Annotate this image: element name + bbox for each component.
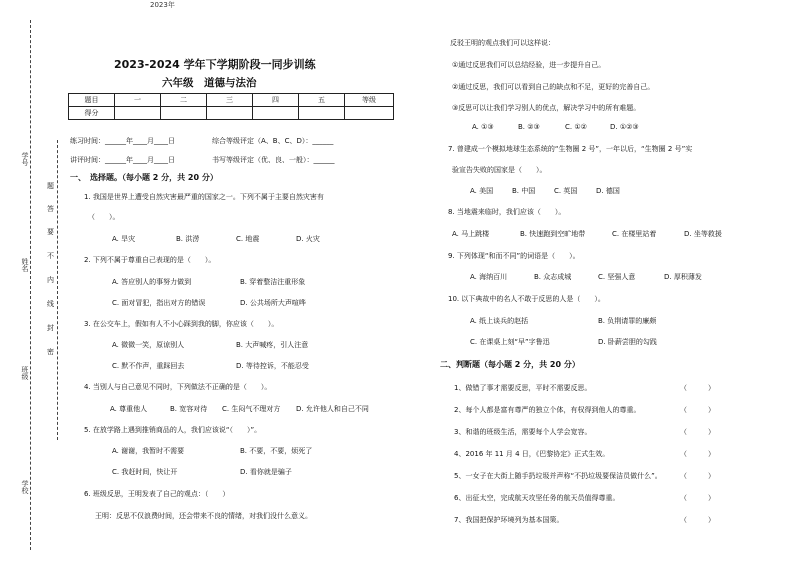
q2-option-d[interactable]: D. 公共场所大声喧哗 [240, 299, 306, 307]
q6-quote: 王明：反思不仅浪费时间，还会带来不良的情绪，对我们没什么意义。 [95, 512, 312, 520]
q9-option-a[interactable]: A. 海纳百川 [470, 273, 508, 281]
q10-option-a[interactable]: A. 纸上谈兵的赵括 [470, 317, 529, 325]
section2-heading: 二、判断题（每小题 2 分，共 20 分） [440, 360, 580, 369]
score-table-header-row [69, 94, 394, 107]
q8-option-b[interactable]: B. 快速跑到空旷地带 [520, 230, 586, 238]
q10-option-c[interactable]: C. 在课桌上刻“早”字鲁迅 [470, 338, 550, 346]
score-cell[interactable] [207, 107, 253, 120]
score-table [68, 93, 394, 120]
seal-char: 题 [47, 182, 54, 190]
q4-stem: 4. 当别人与自己意见不同时，下列做法不正确的是（ ）。 [84, 383, 272, 391]
q3-option-a[interactable]: A. 微微一笑，原谅别人 [112, 341, 185, 349]
seal-char: 密 [47, 348, 54, 356]
seal-char: 封 [47, 324, 54, 332]
judge-answer-2[interactable]: （ ） [680, 406, 715, 414]
q3-option-b[interactable]: B. 大声喊疼，引人注意 [236, 341, 309, 349]
q1-option-b[interactable]: B. 洪涝 [176, 235, 200, 243]
q1-option-a[interactable]: A. 旱灾 [112, 235, 136, 243]
score-table-row [69, 107, 394, 120]
writing-rating[interactable]: 书写等级评定（优、良、一般）：______ [212, 156, 335, 164]
judge-item-1: 1、做错了事才需要反思，平时不需要反思。 [454, 384, 592, 392]
score-cell[interactable] [161, 107, 207, 120]
table-header: 四 [253, 94, 299, 107]
q7-stem-cont: 验宣告失败的国家是（ ）。 [452, 166, 547, 174]
q6-point-3: ③反思可以让我们学习别人的优点，解决学习中的所有难题。 [452, 104, 641, 112]
q4-option-b[interactable]: B. 宽容对待 [170, 405, 208, 413]
score-cell[interactable] [115, 107, 161, 120]
q7-option-b[interactable]: B. 中国 [512, 187, 536, 195]
header-mark: 2023年 [150, 1, 175, 9]
q3-option-c[interactable]: C. 默不作声，重踩回去 [112, 362, 185, 370]
q6-point-2: ②通过反思，我们可以看到自己的缺点和不足，更好的完善自己。 [452, 83, 655, 91]
section1-heading: 一、 选择题。（每小题 2 分，共 20 分） [70, 173, 218, 182]
q7-option-d[interactable]: D. 德国 [596, 187, 620, 195]
table-row-label: 得分 [69, 107, 115, 120]
exam-title: 2023-2024 学年下学期阶段一同步训练 [114, 58, 316, 71]
table-header: 二 [161, 94, 207, 107]
table-header: 题目 [69, 94, 115, 107]
q3-option-d[interactable]: D. 等待控诉，不能忍受 [236, 362, 309, 370]
judge-answer-5[interactable]: （ ） [680, 472, 715, 480]
q7-stem: 7. 曾建成一个模拟地球生态系统的“生物圈 2 号”，一年以后，“生物圈 2 号”实 [448, 145, 693, 153]
q8-stem: 8. 当地震来临时，我们应该（ ）。 [448, 208, 566, 216]
judge-item-2: 2、每个人都是富有尊严的独立个体，有权得到他人的尊重。 [454, 406, 641, 414]
class-label: 班级 [21, 366, 29, 380]
seal-char: 不 [47, 252, 54, 260]
q4-option-c[interactable]: C. 生闷气不理对方 [222, 405, 281, 413]
binding-dashed-line-inner [57, 140, 58, 440]
q2-stem: 2. 下列不属于尊重自己表现的是（ ）。 [84, 256, 216, 264]
q9-option-c[interactable]: C. 坚强人意 [598, 273, 636, 281]
judge-item-5: 5、一女子在大街上随手扔垃圾并声称“不扔垃圾要保洁员做什么”。 [454, 472, 662, 480]
q6-continued: 反驳王明的观点我们可以这样说： [450, 39, 555, 47]
binding-dashed-line-outer [30, 20, 31, 550]
q2-option-c[interactable]: C. 面对冒犯，指出对方的错误 [112, 299, 206, 307]
q6-stem: 6. 班级反思，王明发表了自己的观点：（ ） [84, 490, 230, 498]
q6-point-1: ①通过反思我们可以总结经验，进一步提升自己。 [452, 61, 606, 69]
judge-answer-7[interactable]: （ ） [680, 516, 715, 524]
q4-option-a[interactable]: A. 尊重他人 [110, 405, 148, 413]
q8-option-c[interactable]: C. 在楼里站着 [612, 230, 657, 238]
judge-answer-4[interactable]: （ ） [680, 450, 715, 458]
overall-rating[interactable]: 综合等级评定（A、B、C、D）：______ [212, 137, 334, 145]
judge-answer-1[interactable]: （ ） [680, 384, 715, 392]
judge-answer-6[interactable]: （ ） [680, 494, 715, 502]
judge-item-6: 6、出征太空，完成航天攻坚任务的航天员值得尊重。 [454, 494, 620, 502]
table-header: 等级 [345, 94, 394, 107]
q1-stem-cont: （ ）。 [88, 213, 120, 221]
practice-time[interactable]: 练习时间：______年____月____日 [70, 137, 175, 145]
q8-option-a[interactable]: A. 马上跳楼 [452, 230, 490, 238]
q3-stem: 3. 在公交车上，假如有人不小心踩到我的脚，你应该（ ）。 [84, 320, 279, 328]
q7-option-c[interactable]: C. 英国 [554, 187, 578, 195]
q10-option-d[interactable]: D. 卧薪尝胆的勾践 [598, 338, 657, 346]
q5-option-b[interactable]: B. 不要，不要，烦死了 [240, 447, 313, 455]
q6-option-a[interactable]: A. ①③ [472, 123, 494, 131]
table-header: 三 [207, 94, 253, 107]
q4-option-d[interactable]: D. 允许他人和自己不同 [296, 405, 369, 413]
table-header: 五 [299, 94, 345, 107]
q6-option-d[interactable]: D. ①②③ [610, 123, 639, 131]
q10-stem: 10. 以下典故中的名人不敢于反思的人是（ ）。 [448, 295, 605, 303]
q6-option-c[interactable]: C. ①② [565, 123, 587, 131]
seal-char: 要 [47, 228, 54, 236]
q5-option-a[interactable]: A. 谢谢，我暂时不需要 [112, 447, 185, 455]
q8-option-d[interactable]: D. 坐等救援 [684, 230, 722, 238]
table-header: 一 [115, 94, 161, 107]
q1-option-c[interactable]: C. 地震 [236, 235, 260, 243]
q9-option-d[interactable]: D. 厚积薄发 [664, 273, 702, 281]
q1-stem: 1. 我国是世界上遭受自然灾害最严重的国家之一。下列不属于主要自然灾害有 [84, 193, 324, 201]
lecture-time[interactable]: 讲评时间：______年____月____日 [70, 156, 175, 164]
judge-item-7: 7、我国把保护环境列为基本国策。 [454, 516, 564, 524]
q1-option-d[interactable]: D. 火灾 [296, 235, 320, 243]
seal-char: 答 [47, 205, 54, 213]
judge-answer-3[interactable]: （ ） [680, 428, 715, 436]
q2-option-b[interactable]: B. 穿着整洁注重形象 [240, 278, 306, 286]
seal-char: 内 [47, 276, 54, 284]
q2-option-a[interactable]: A. 答应别人的事努力做到 [112, 278, 192, 286]
q5-option-d[interactable]: D. 看你就是骗子 [240, 468, 292, 476]
judge-item-4: 4、2016 年 11 月 4 日，《巴黎协定》正式生效。 [454, 450, 610, 458]
exam-subtitle: 六年级 道德与法治 [162, 77, 257, 89]
score-cell[interactable] [345, 107, 394, 120]
seal-char: 线 [47, 300, 54, 308]
q10-option-b[interactable]: B. 负荆请罪的廉颇 [598, 317, 657, 325]
judge-item-3: 3、和谐的班级生活，需要每个人学会宽容。 [454, 428, 592, 436]
student-name-label: 姓名 [21, 258, 29, 272]
q5-stem: 5. 在放学路上遇到推销商品的人，我们应该说“（ ）”。 [84, 426, 262, 434]
q7-option-a[interactable]: A. 美国 [470, 187, 494, 195]
student-id-label: 学号 [21, 152, 29, 166]
q9-stem: 9. 下列体现“和而不同”的词语是（ ）。 [448, 252, 580, 260]
q5-option-c[interactable]: C. 我赶时间，快让开 [112, 468, 178, 476]
school-label: 学校 [21, 480, 29, 494]
score-cell[interactable] [253, 107, 299, 120]
q9-option-b[interactable]: B. 众志成城 [534, 273, 572, 281]
score-cell[interactable] [299, 107, 345, 120]
q6-option-b[interactable]: B. ②③ [518, 123, 540, 131]
